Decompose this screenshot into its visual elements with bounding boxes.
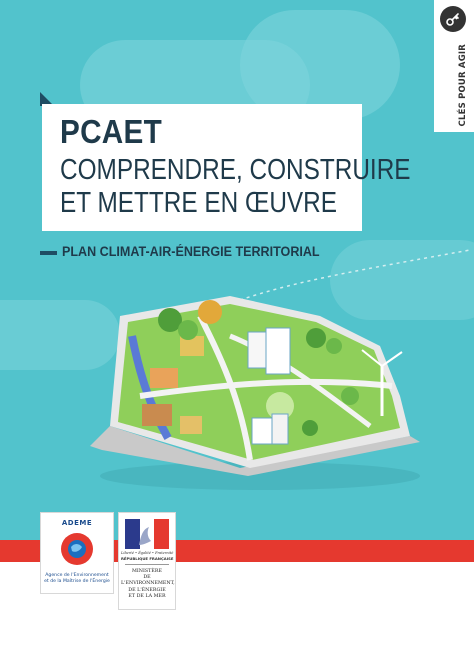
subtitle: PLAN CLIMAT-AIR-ÉNERGIE TERRITORIAL bbox=[62, 244, 320, 259]
ademe-logo bbox=[40, 512, 114, 594]
territory-illustration bbox=[80, 276, 450, 496]
series-tab bbox=[434, 0, 474, 132]
title-block bbox=[42, 104, 411, 231]
marianne-flag-icon bbox=[125, 519, 169, 549]
republic-motto: Liberté • Égalité • Fraternité bbox=[121, 551, 174, 555]
ministry-logo bbox=[118, 512, 176, 610]
series-label: CLÉS POUR AGIR bbox=[458, 44, 468, 127]
page-title: PCAET bbox=[60, 113, 163, 150]
title-line-1: COMPRENDRE, CONSTRUIRE bbox=[60, 154, 411, 186]
key-icon bbox=[440, 6, 466, 32]
republic-name: RÉPUBLIQUE FRANÇAISE bbox=[121, 556, 174, 561]
ademe-globe-icon bbox=[59, 531, 95, 567]
ademe-name: ADEME bbox=[61, 519, 93, 527]
ministry-name: MINISTÈRE DE L'ENVIRONNEMENT, DE L'ÉNERGIE ET DE LA MER bbox=[121, 569, 175, 599]
subtitle-dash bbox=[40, 251, 57, 255]
title-line-2: ET METTRE EN ŒUVRE bbox=[60, 187, 338, 219]
ademe-caption: Agence de l'Environnement et de la Maîtrise de l'Énergie bbox=[44, 573, 110, 584]
ministry-divider bbox=[125, 564, 169, 565]
